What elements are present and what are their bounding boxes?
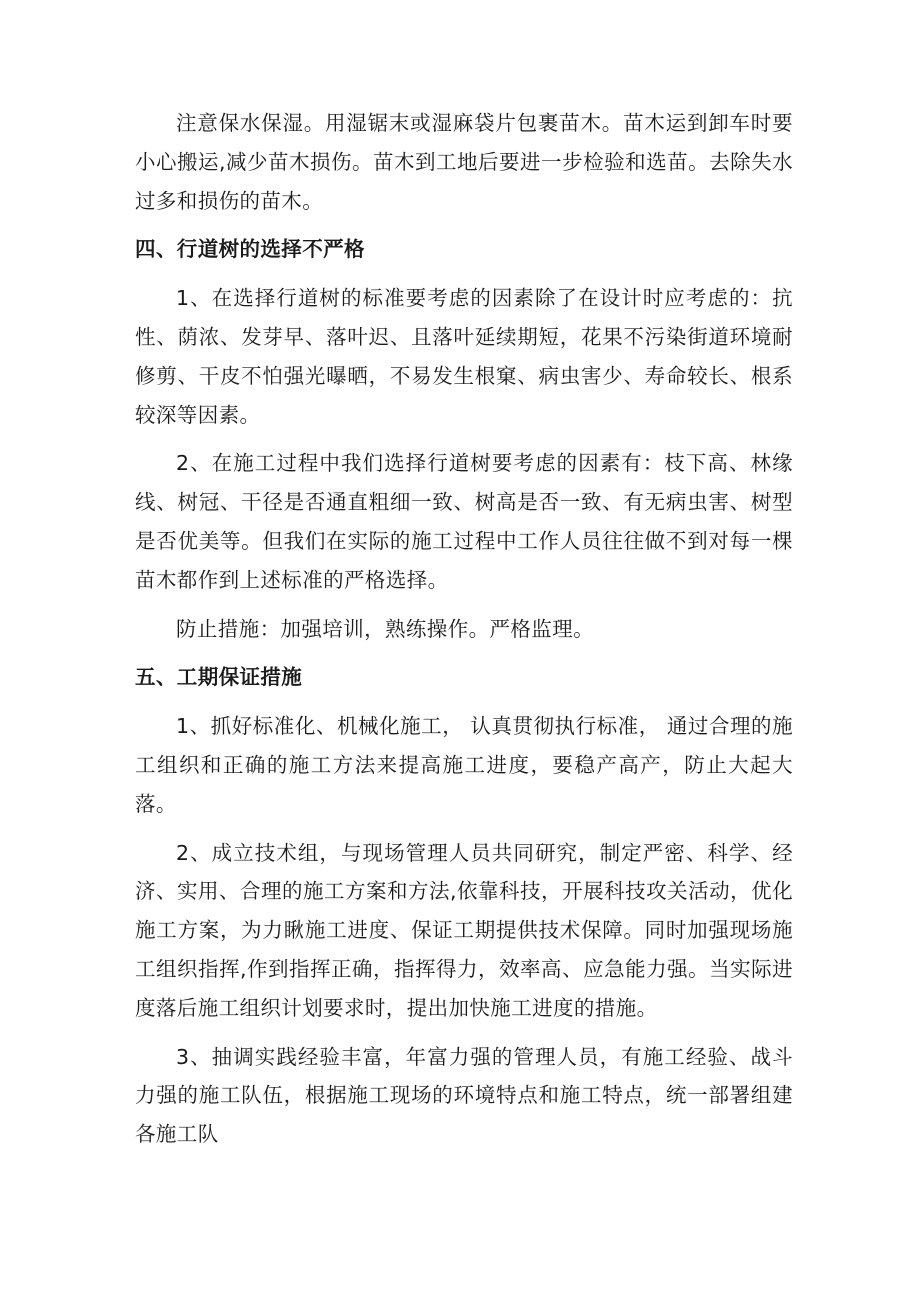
section-heading-4: 四、行道树的选择不严格: [135, 237, 365, 262]
paragraph-street-tree-criteria: 1、在选择行道树的标准要考虑的因素除了在设计时应考虑的：抗性、荫浓、发芽早、落叶迟、且落叶延续期短，花果不污染街道环境耐修剪、干皮不怕强光曝晒，不易发生根窠、病虫害少、寿命较长、根系较深等因素。: [135, 286, 793, 427]
document-body: [135, 104, 793, 1154]
paragraph-street-tree-construction: 2、在施工过程中我们选择行道树要考虑的因素有：枝下高、林缘线、树冠、干径是否通直粗细一致、树高是否一致、有无病虫害、树型是否优美等。但我们在实际的施工过程中工作人员往往做不到对每一棵苗木都作到上述标准的严格选择。: [135, 451, 793, 592]
paragraph-standardization: 1、抓好标准化、机械化施工， 认真贯彻执行标准， 通过合理的施工组织和正确的施工方法来提高施工进度，要稳产高产，防止大起大落。: [135, 714, 793, 816]
paragraph-care-of-seedlings: 注意保水保湿。用湿锯末或湿麻袋片包裹苗木。苗木运到卸车时要小心搬运,减少苗木损伤。苗木到工地后要进一步检验和选苗。去除失水过多和损伤的苗木。: [135, 111, 793, 213]
paragraph-prevention-measures: 防止措施：加强培训，熟练操作。严格监理。: [176, 616, 594, 641]
section-heading-5: 五、工期保证措施: [135, 665, 303, 690]
paragraph-technical-group: 2、成立技术组，与现场管理人员共同研究，制定严密、科学、经济、实用、合理的施工方案和方法,依靠科技，开展科技攻关活动，优化施工方案，为力瞅施工进度、保证工期提供技术保障。同时加强现场施工组织指挥,作到指挥正确，指挥得力，效率高、应急能力强。当实际进度落后施工组织计划要求时，提出加快施工进度的措施。: [135, 840, 793, 1020]
paragraph-management-staff: 3、抽调实践经验丰富，年富力强的管理人员，有施工经验、战斗力强的施工队伍，根据施工现场的环境特点和施工特点，统一部署组建各施工队: [135, 1044, 793, 1147]
